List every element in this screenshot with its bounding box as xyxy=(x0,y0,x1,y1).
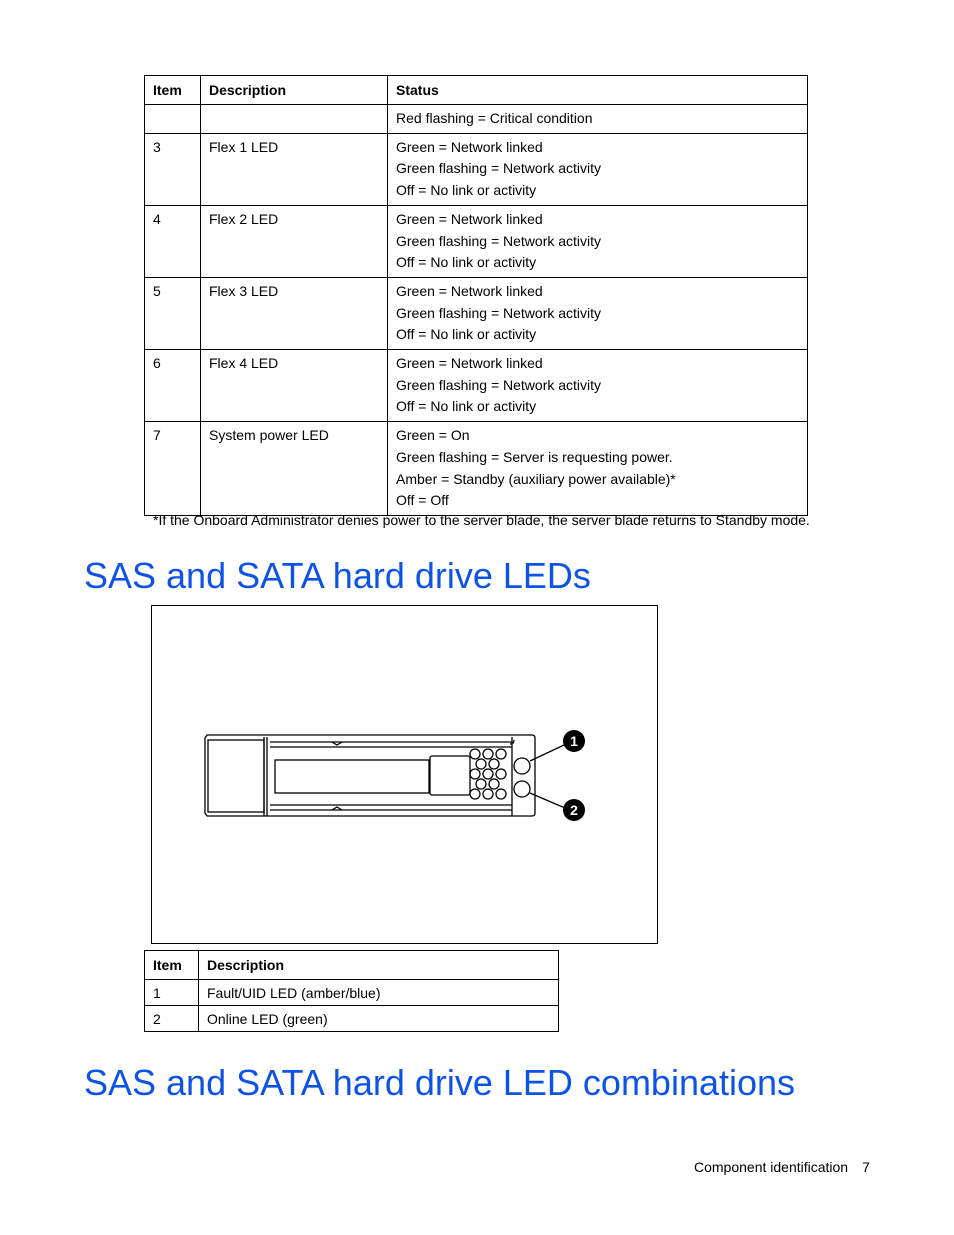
cell-status xyxy=(388,133,808,205)
status-line: Off = No link or activity xyxy=(396,326,537,343)
status-table xyxy=(144,75,808,516)
table-row xyxy=(145,133,808,205)
section-heading-hard-drive-leds: SAS and SATA hard drive LEDs xyxy=(84,555,591,596)
cell-description: Flex 2 LED xyxy=(201,205,388,277)
drive-handle-left xyxy=(208,740,264,812)
page-number: 7 xyxy=(862,1159,870,1175)
drive-vent-holes xyxy=(470,749,506,799)
status-line: Green flashing = Network activity xyxy=(396,376,602,393)
status-line: Off = Off xyxy=(396,492,449,509)
cell-item: 5 xyxy=(145,277,201,349)
cell-status xyxy=(388,350,808,422)
status-line: Green = Network linked xyxy=(396,282,543,299)
callout-1-label: 1 xyxy=(570,733,578,749)
cell-item: 1 xyxy=(145,980,199,1006)
cell-status xyxy=(388,105,808,134)
status-line: Green flashing = Network activity xyxy=(396,160,602,177)
status-line: Off = No link or activity xyxy=(396,254,537,271)
led-table-header xyxy=(145,951,559,980)
status-line: Green = On xyxy=(396,427,470,444)
cell-item: 7 xyxy=(145,422,201,516)
fault-uid-led xyxy=(514,758,530,774)
cell-item: 6 xyxy=(145,350,201,422)
callout-2-label: 2 xyxy=(570,802,578,818)
cell-description: Fault/UID LED (amber/blue) xyxy=(199,980,559,1006)
cell-description: Flex 3 LED xyxy=(201,277,388,349)
status-line: Red flashing = Critical condition xyxy=(396,110,593,126)
page-footer xyxy=(694,1159,870,1175)
drive-latch-slot xyxy=(275,760,429,793)
status-table-header xyxy=(145,76,808,105)
section-heading-led-combinations: SAS and SATA hard drive LED combinations xyxy=(84,1062,796,1103)
status-line: Green = Network linked xyxy=(396,138,543,155)
status-line: Off = No link or activity xyxy=(396,182,537,199)
table-row xyxy=(145,422,808,516)
status-line: Green flashing = Network activity xyxy=(396,232,602,249)
header-description: Description xyxy=(199,951,559,980)
led-table xyxy=(144,950,559,1032)
hard-drive-illustration xyxy=(152,606,657,943)
cell-item xyxy=(145,105,201,134)
header-item: Item xyxy=(145,951,199,980)
led-table-body xyxy=(145,980,559,1032)
online-led xyxy=(514,781,530,797)
status-line: Off = No link or activity xyxy=(396,398,537,415)
footnote: *If the Onboard Administrator denies power to the server blade, the server blade returns to Standby mode. xyxy=(153,512,810,528)
cell-description xyxy=(201,105,388,134)
table-row xyxy=(145,1006,559,1032)
drive-release-button xyxy=(430,756,470,795)
cell-item: 4 xyxy=(145,205,201,277)
cell-status xyxy=(388,205,808,277)
table-row xyxy=(145,350,808,422)
callout-2 xyxy=(563,799,585,821)
table-row xyxy=(145,980,559,1006)
callout-1 xyxy=(563,730,585,752)
status-table-body xyxy=(145,105,808,516)
header-description: Description xyxy=(201,76,388,105)
cell-description: Flex 4 LED xyxy=(201,350,388,422)
cell-description: Online LED (green) xyxy=(199,1006,559,1032)
table-row xyxy=(145,277,808,349)
header-status: Status xyxy=(388,76,808,105)
status-line: Amber = Standby (auxiliary power available)* xyxy=(396,470,676,487)
header-item: Item xyxy=(145,76,201,105)
table-row xyxy=(145,105,808,134)
footer-section: Component identification xyxy=(694,1159,849,1175)
status-line: Green = Network linked xyxy=(396,210,543,227)
cell-status xyxy=(388,277,808,349)
hard-drive-figure xyxy=(151,605,658,944)
cell-status xyxy=(388,422,808,516)
status-line: Green flashing = Network activity xyxy=(396,304,602,321)
status-line: Green flashing = Server is requesting power. xyxy=(396,448,673,465)
table-row xyxy=(145,205,808,277)
cell-description: Flex 1 LED xyxy=(201,133,388,205)
cell-item: 2 xyxy=(145,1006,199,1032)
cell-description: System power LED xyxy=(201,422,388,516)
cell-item: 3 xyxy=(145,133,201,205)
status-line: Green = Network linked xyxy=(396,355,543,372)
